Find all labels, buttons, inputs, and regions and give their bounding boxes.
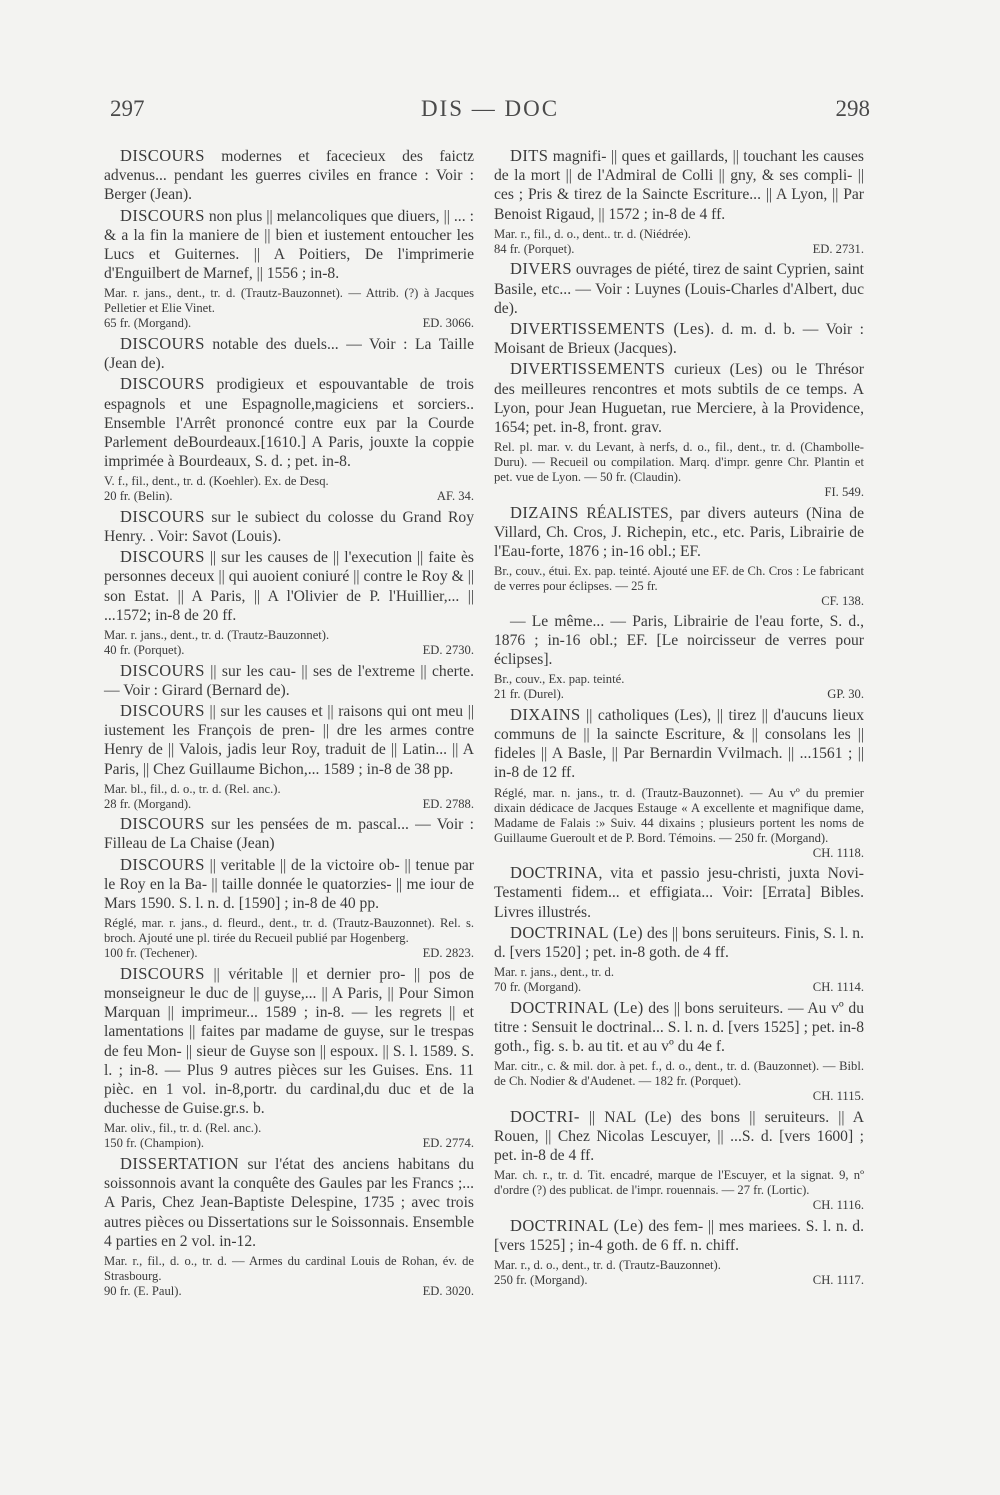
entry-meta (494, 1198, 864, 1213)
entry-keyword: DISCOURS (120, 700, 205, 720)
entry-keyword: DISSERTATION (120, 1153, 239, 1173)
right-page-number: 298 (835, 96, 870, 121)
entry-note: Réglé, mar. r. jans., d. fleurd., dent., tr. d. (Trautz-Bauzonnet). Rel. s. broch. Ajouté une pl. tirée du Recueil publié par Hogenberg. (104, 916, 474, 946)
bibliography-entry (104, 855, 474, 961)
entry-ref: ED. 2788. (422, 796, 474, 811)
entry-keyword: DISCOURS (120, 963, 205, 983)
entry-text: DISCOURS sur les pensées de m. pascal... — Voir : Filleau de La Chaise (Jean) (104, 814, 474, 853)
entry-keyword: DIVERS (510, 259, 572, 279)
bibliography-entry (104, 146, 474, 205)
bibliography-entry (104, 964, 474, 1151)
entry-keyword: DOCTRINAL (Le) (510, 922, 643, 942)
entry-meta (104, 1284, 474, 1299)
bibliography-entry (494, 319, 864, 358)
entry-ref: CH. 1117. (812, 1273, 864, 1288)
entry-keyword: DIVERTISSEMENTS (510, 359, 666, 379)
entry-note: Mar. r., fil., d. o., tr. d. — Armes du cardinal Louis de Rohan, év. de Strasbourg. (104, 1253, 474, 1283)
entry-ref: GP. 30. (827, 687, 864, 702)
bibliography-entry (494, 612, 864, 702)
running-head (110, 96, 870, 132)
entry-price: 65 fr. (Morgand). (104, 316, 192, 331)
entry-keyword: DISCOURS (120, 814, 205, 834)
entry-note: Mar. r. jans., dent., tr. d. (Trautz-Bauzonnet). (104, 628, 330, 643)
entry-price: 28 fr. (Morgand). (104, 796, 192, 811)
entry-note: Mar. citr., c. & mil. dor. à pet. f., d. o., dent., tr. d. (Bauzonnet). — Bibl. de Ch. Nodier & d'Audenet. — 182 fr. (Porquet). (494, 1059, 864, 1089)
entry-text: DISCOURS || sur les causes de || l'execution || faite ès personnes deceux || qui auoient coniuré || contre le Roy & || son Estat. || A Paris, || A l'Olivier de P. l'Huillier,... || ...1572; in-8 de 20 ff. (104, 547, 474, 624)
entry-note: Mar. r. jans., dent., tr. d. (Trautz-Bauzonnet). — Attrib. (?) à Jacques Pelletier et Elie Vinet. (104, 286, 474, 316)
entry-note: Rel. pl. mar. v. du Levant, à nerfs, d. o., fil., dent., tr. d. (Chambolle-Duru). — Recueil ou compilation. Marq. d'impr. genre Chr. Plantin et pet. vue de Lyon. — 50 fr. (Claudin). (494, 440, 864, 485)
entry-text: DOCTRI- || NAL (Le) des bons || seruiteurs. || A Rouen, || Chez Nicolas Lescuyer, || ...S. d. [vers 1600] ; pet. in-8 de 4 ff. (494, 1106, 864, 1165)
entry-meta (104, 797, 474, 812)
entry-text: DOCTRINAL (Le) des || bons seruiteurs. — Au vº du titre : Sensuit le doctrinal... S. l. n. d. [vers 1525] ; pet. in-8 goth., fig. s. b. au tit. et au vº du 4e f. (494, 997, 864, 1056)
bibliography-entry (104, 814, 474, 853)
bibliography-entry (494, 1216, 864, 1288)
entry-keyword: DOCTRINAL (Le) (510, 997, 644, 1017)
entry-keyword: DISCOURS (120, 506, 205, 526)
entry-keyword: DISCOURS (120, 660, 205, 680)
bibliography-entry (104, 547, 474, 657)
entry-ref: CH. 1115. (812, 1089, 864, 1104)
entry-text: DIVERS ouvrages de piété, tirez de saint Cyprien, saint Basile, etc... — Voir : Luynes (Louis-Charles d'Albert, duc de). (494, 259, 864, 317)
entry-price: 250 fr. (Morgand). (494, 1273, 588, 1288)
bibliography-entry (494, 146, 864, 256)
entry-keyword: DISCOURS (120, 205, 205, 225)
bibliography-entry (104, 507, 474, 546)
entry-price: 90 fr. (E. Paul). (104, 1283, 182, 1298)
entry-note: V. f., fil., dent., tr. d. (Koehler). Ex. de Desq. (104, 474, 329, 489)
bibliography-entry (104, 701, 474, 811)
entry-text: DISCOURS sur le subiect du colosse du Grand Roy Henry. . Voir: Savot (Louis). (104, 506, 474, 546)
right-column (494, 146, 864, 1291)
entry-keyword: DIVERTISSEMENTS (Les) (510, 318, 711, 338)
entry-price: 40 fr. (Porquet). (104, 643, 185, 658)
entry-ref: CF. 138. (821, 594, 864, 609)
entry-keyword: DIXAINS (510, 704, 581, 724)
entry-note: Réglé, mar. n. jans., tr. d. (Trautz-Bauzonnet). — Au vº du premier dixain dédicace de Jacques Estauge « A excellente et magnifique dame, Madame de Falais :» Suiv. 44 dixains ; plusieurs portent les noms de Guillaume Gueroult et de P. Bord. Témoins. — 250 fr. (Morgand). (494, 785, 864, 845)
entry-text: DOCTRINAL (Le) des || bons seruiteurs. Finis, S. l. n. d. [vers 1520] ; pet. in-8 goth. de 4 ff. (494, 922, 864, 961)
entry-note: Mar. r. jans., dent., tr. d. (494, 965, 614, 980)
entry-keyword: DOCTRI- (510, 1106, 580, 1126)
entry-text: DISCOURS prodigieux et espouvantable de trois espagnols et une Espagnolle,magiciens et sorciers.. Ensemble l'Arrêt prononcé contre eux par la Courde Parlement deBourdeaux.[1610.] A Paris, jouxte la coppie imprimée à Bourdeaux, S. d. ; pet. in-8. (104, 374, 474, 471)
entry-text: DIVERTISSEMENTS (Les). d. m. d. b. — Voir : Moisant de Brieux (Jacques). (494, 318, 864, 358)
bibliography-entry (104, 206, 474, 331)
entry-price: 150 fr. (Champion). (104, 1136, 205, 1151)
entry-keyword: DISCOURS (120, 146, 205, 165)
entry-ref: CH. 1118. (812, 845, 864, 860)
entry-keyword: DISCOURS (120, 333, 205, 353)
entry-text: DIVERTISSEMENTS curieux (Les) ou le Thrésor des meilleures rencontres et mots subtils de ce temps. A Lyon, pour Jean Huguetan, rue Merciere, à la Providence, 1654; pet. in-8, front. grav. (494, 359, 864, 436)
entry-ref: FI. 549. (824, 485, 864, 500)
entry-text: DISCOURS notable des duels... — Voir : La Taille (Jean de). (104, 333, 474, 373)
entry-text: DOCTRINA, vita et passio jesu-christi, juxta Novi-Testamenti fidem... et effigiata... Voir: [Errata] Bibles. Livres illustrés. (494, 863, 864, 921)
entry-note: Br., couv., Ex. pap. teinté. (494, 672, 625, 687)
bibliography-entry (104, 374, 474, 504)
entry-text: — Le même... — Paris, Librairie de l'eau forte, S. d., 1876 ; in-16 obl.; EF. [Le noircisseur de verres pour éclipses]. (494, 612, 864, 669)
entry-price: 70 fr. (Morgand). (494, 980, 582, 995)
entry-price: 100 fr. (Techener). (104, 946, 198, 961)
bibliography-entry (494, 998, 864, 1104)
entry-meta (104, 489, 474, 504)
entry-meta (494, 485, 864, 500)
entry-meta (494, 1089, 864, 1104)
entry-text: DITS magnifi- || ques et gaillards, || touchant les causes de la mort || de l'Admiral de Colli || gny, & ses compli- || ces ; Pris & tirez de la Saincte Escriture... || A Lyon, || Par Benoist Rigaud, || 1572 ; in-8 de 4 ff. (494, 146, 864, 223)
bibliography-entry (494, 923, 864, 995)
entry-keyword: DISCOURS (120, 854, 205, 874)
entry-price: 21 fr. (Durel). (494, 687, 564, 702)
entry-keyword: DISCOURS (120, 547, 205, 567)
entry-text: DIXAINS || catholiques (Les), || tirez || d'aucuns lieux communs de || la saincte Escriture, & || consolans les || fideles || A Basle, || Par Bernardin Vvilmach. || ...1561 ; || in-8 de 12 ff. (494, 704, 864, 782)
entry-keyword: DOCTRINAL (Le) (510, 1215, 644, 1235)
entry-ref: ED. 2731. (812, 241, 864, 256)
entry-note: Mar. r., d. o., dent., tr. d. (Trautz-Bauzonnet). (494, 1258, 721, 1273)
entry-text: DISCOURS || véritable || et dernier pro- || pos de monseigneur le duc de || guyse,... || A Paris, || Pour Simon Marquan || imprimeur... 1589 ; in-8. — les regrets || et lamentations || faites par madame de guyse, sur le trespas de feu Mon- || sieur de Guyse son || espoux. || S. l. 1589. S. l. ; in-8. — Plus 9 autres pièces sur les Guises. Ens. 11 pièc. en 1 vol. in-8,portr. du cardinal,du duc et de la duchesse de Guise.gr.s. b. (104, 963, 474, 1118)
entry-meta (494, 687, 864, 702)
running-title: DIS — DOC (420, 96, 560, 121)
entry-text: DISCOURS non plus || melancoliques que diuers, || ... : & a la fin la maniere de || bien et iustement entoucher les Lucs et Guiternes. || A Poitiers, De l'imprimerie d'Enguilbert de Marnef, || 1556 ; in-8. (104, 205, 474, 283)
entry-keyword: DITS (510, 146, 549, 165)
entry-ref: ED. 2823. (422, 946, 474, 961)
entry-note: Mar. bl., fil., d. o., tr. d. (Rel. anc.). (104, 781, 281, 796)
entry-text: DISSERTATION sur l'état des anciens habitans du soissonnois avant la conquête des Gaules par les Francs ;... A Paris, Chez Jean-Baptiste Delespine, 1735 ; avec trois autres pièces ou Dissertations sur le Soissonnais. Ensemble 4 parties en 2 vol. in-12. (104, 1153, 474, 1250)
entry-note: Mar. ch. r., tr. d. Tit. encadré, marque de l'Escuyer, et la signat. 9, nº d'ordre (?) des publicat. de l'impr. rouennais. — 27 fr. (Lortic). (494, 1168, 864, 1198)
entry-ref: ED. 3066. (422, 316, 474, 331)
entry-keyword: DISCOURS (120, 374, 205, 394)
entry-note: Mar. r., fil., d. o., dent.. tr. d. (Niédrée). (494, 226, 691, 241)
entry-meta (494, 594, 864, 609)
entry-ref: ED. 3020. (422, 1283, 474, 1298)
entry-text: DOCTRINAL (Le) des fem- || mes mariees. S. l. n. d. [vers 1525] ; in-4 goth. de 6 ff. n. chiff. (494, 1215, 864, 1255)
entry-ref: CH. 1114. (812, 980, 864, 995)
entry-meta (104, 316, 474, 331)
bibliography-entry (494, 503, 864, 609)
entry-keyword: DOCTRINA (510, 863, 599, 883)
left-column (104, 146, 474, 1301)
entry-text: DISCOURS modernes et facecieux des faictz advenus... pendant les guerres civiles en france : Voir : Berger (Jean). (104, 146, 474, 204)
entry-note: Mar. oliv., fil., tr. d. (Rel. anc.). (104, 1121, 262, 1136)
entry-meta (104, 1136, 474, 1151)
entry-meta (494, 980, 864, 995)
left-page-number: 297 (110, 96, 145, 121)
entry-price: 20 fr. (Belin). (104, 489, 173, 504)
entry-meta (494, 846, 864, 861)
entry-ref: CH. 1116. (812, 1198, 864, 1213)
entry-ref: ED. 2730. (422, 643, 474, 658)
entry-meta (494, 242, 864, 257)
entry-meta (104, 643, 474, 658)
entry-meta (494, 1273, 864, 1288)
bibliography-entry (494, 705, 864, 860)
entry-note: Br., couv., étui. Ex. pap. teinté. Ajouté une EF. de Ch. Cros : Le fabricant de verres pour éclipses. — 25 fr. (494, 564, 864, 594)
bibliography-entry (494, 1107, 864, 1213)
entry-price: 84 fr. (Porquet). (494, 241, 575, 256)
bibliography-entry (494, 359, 864, 499)
bibliography-entry (104, 1154, 474, 1299)
entry-ref: ED. 2774. (422, 1136, 474, 1151)
entry-text: DIZAINS RÉALISTES, par divers auteurs (Nina de Villard, Ch. Cros, J. Richepin, etc., etc. Paris, Librairie de l'Eau-forte, 1876 ; in-16 obl.; EF. (494, 502, 864, 561)
entry-keyword: DIZAINS (510, 502, 579, 522)
entry-ref: AF. 34. (436, 489, 474, 504)
entry-text: DISCOURS || veritable || de la victoire ob- || tenue par le Roy en la Ba- || taille donnée le quatorzies- || me iour de Mars 1590. S. l. n. d. [1590] ; in-8 de 40 pp. (104, 854, 474, 913)
bibliography-entry (494, 863, 864, 922)
bibliography-entry (104, 334, 474, 373)
entry-text: DISCOURS || sur les causes et || raisons qui ont meu || iustement les François de pren- || dre les armes contre Henry de || Valois, jadis leur Roy, traduit de || Latin... || A Paris, || Chez Guillaume Bichon,... 1589 ; in-8 de 38 pp. (104, 700, 474, 778)
bibliography-entry (104, 661, 474, 700)
bibliography-entry (494, 259, 864, 318)
entry-text: DISCOURS || sur les cau- || ses de l'extreme || cherte. — Voir : Girard (Bernard de). (104, 660, 474, 699)
entry-meta (104, 946, 474, 961)
